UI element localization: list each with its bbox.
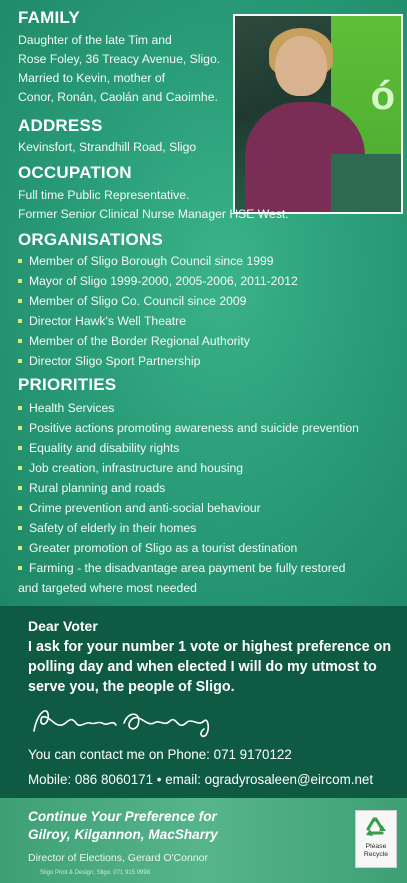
recycle-badge xyxy=(355,810,397,868)
photo-podium xyxy=(331,154,403,214)
organisations-heading: ORGANISATIONS xyxy=(18,230,163,249)
list-item: Job creation, infrastructure and housing xyxy=(18,458,359,478)
bullet-icon xyxy=(18,319,22,323)
list-item: Rural planning and roads xyxy=(18,478,359,498)
bullet-icon xyxy=(18,426,22,430)
family-line: Conor, Ronán, Caolán and Caoimhe. xyxy=(18,90,218,104)
list-item: Farming - the disadvantage area payment be fully restored xyxy=(18,558,359,578)
list-item: Health Services xyxy=(18,398,359,418)
list-item: Director Sligo Sport Partnership xyxy=(18,351,298,371)
recycle-icon xyxy=(362,815,390,843)
bullet-icon xyxy=(18,546,22,550)
bullet-icon xyxy=(18,339,22,343)
occupation-line: Full time Public Representative. xyxy=(18,188,190,202)
family-line: Daughter of the late Tim and xyxy=(18,33,172,47)
list-item: Member of Sligo Co. Council since 2009 xyxy=(18,291,298,311)
letter-message: I ask for your number 1 vote or highest preference on polling day and when elected I will do my utmost to serve you, the people of Sligo. xyxy=(28,639,392,695)
address-text: Kevinsfort, Strandhill Road, Sligo xyxy=(18,140,197,154)
list-item: Greater promotion of Sligo as a tourist destination xyxy=(18,538,359,558)
occupation-line: Former Senior Clinical Nurse Manager HSE West. xyxy=(18,207,289,221)
family-heading: FAMILY xyxy=(18,8,80,27)
contact-phone: You can contact me on Phone: 071 9170122 xyxy=(28,747,292,762)
occupation-text xyxy=(18,186,289,224)
family-line: Married to Kevin, mother of xyxy=(18,71,165,85)
address-heading: ADDRESS xyxy=(18,116,103,135)
list-item: Member of the Border Regional Authority xyxy=(18,331,298,351)
list-item-continuation: and targeted where most needed xyxy=(18,581,197,595)
list-item: Crime prevention and anti-social behaviour xyxy=(18,498,359,518)
occupation-heading: OCCUPATION xyxy=(18,163,132,182)
list-item: Director Hawk's Well Theatre xyxy=(18,311,298,331)
list-item: Safety of elderly in their homes xyxy=(18,518,359,538)
bullet-icon xyxy=(18,359,22,363)
letter-greeting: Dear Voter xyxy=(28,618,98,634)
list-item: Equality and disability rights xyxy=(18,438,359,458)
printer-credit: Sligo Print & Design, Sligo. 071 915 0998 xyxy=(40,870,151,876)
organisations-list xyxy=(18,251,298,371)
footer-band xyxy=(0,798,407,883)
bullet-icon xyxy=(18,486,22,490)
bullet-icon xyxy=(18,566,22,570)
photo-figure-head xyxy=(275,36,327,96)
priorities-heading: PRIORITIES xyxy=(18,375,117,394)
bullet-icon xyxy=(18,299,22,303)
continue-line: Gilroy, Kilgannon, MacSharry xyxy=(28,827,218,842)
bullet-icon xyxy=(18,526,22,530)
list-item: Positive actions promoting awareness and suicide prevention xyxy=(18,418,359,438)
recycle-label: Please xyxy=(365,843,387,850)
bullet-icon xyxy=(18,406,22,410)
list-item: Member of Sligo Borough Council since 1999 xyxy=(18,251,298,271)
dear-voter-section xyxy=(0,606,407,798)
signature-icon xyxy=(28,701,228,739)
bullet-icon xyxy=(18,446,22,450)
bullet-icon xyxy=(18,259,22,263)
continue-line: Continue Your Preference for xyxy=(28,809,217,824)
candidate-photo xyxy=(233,14,403,214)
family-line: Rose Foley, 36 Treacy Avenue, Sligo. xyxy=(18,52,221,66)
recycle-label: Recycle xyxy=(363,851,389,858)
bullet-icon xyxy=(18,279,22,283)
bullet-icon xyxy=(18,506,22,510)
family-text xyxy=(18,31,220,107)
director-of-elections: Director of Elections, Gerard O'Connor xyxy=(28,852,208,864)
priorities-list xyxy=(18,398,359,598)
list-item: Mayor of Sligo 1999-2000, 2005-2006, 2011-2012 xyxy=(18,271,298,291)
screen-letter: ó xyxy=(370,74,395,118)
bullet-icon xyxy=(18,466,22,470)
contact-mobile-email: Mobile: 086 8060171 • email: ogradyrosaleen@eircom.net xyxy=(28,772,374,787)
continue-preference xyxy=(28,808,218,844)
